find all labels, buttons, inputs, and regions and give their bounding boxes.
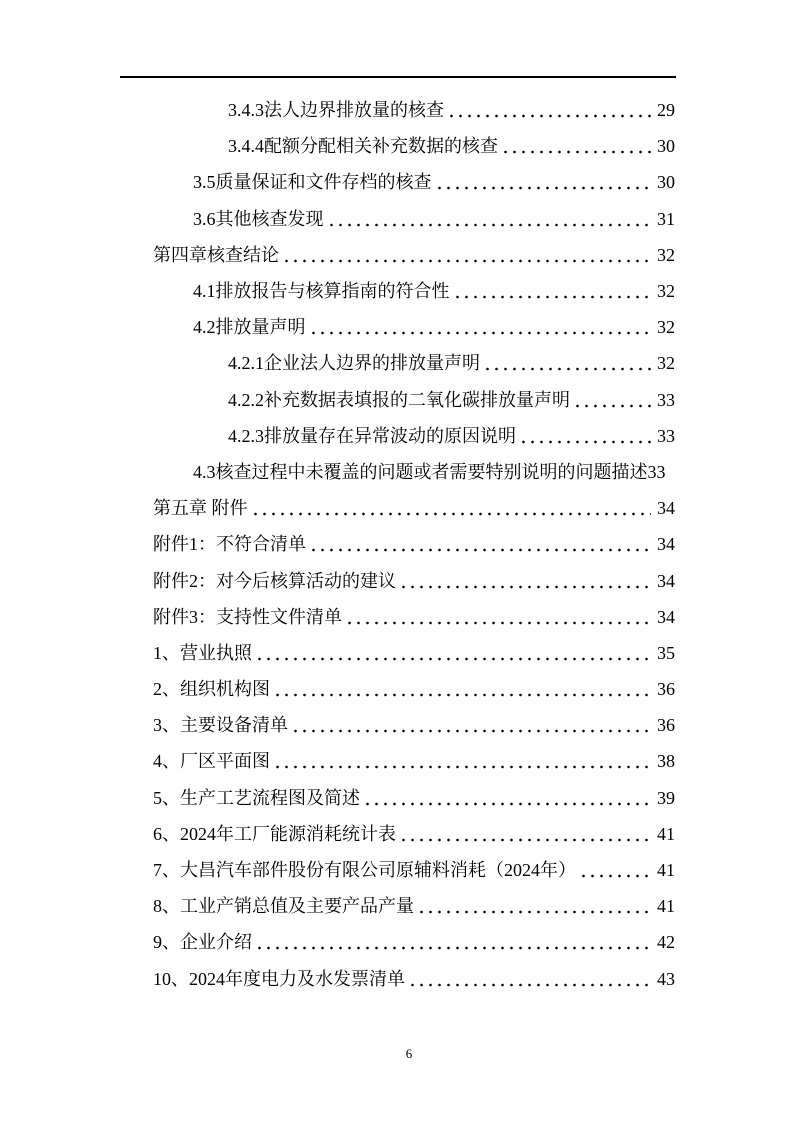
toc-entry[interactable] <box>120 526 675 562</box>
toc-dot-leader <box>291 716 651 734</box>
toc-entry-label: 7、大昌汽车部件股份有限公司原辅料消耗（2024年） <box>153 860 576 881</box>
toc-entry-label: 4.3核查过程中未覆盖的问题或者需要特别说明的问题描述 <box>193 461 648 482</box>
toc-entry-page-number: 34 <box>657 606 675 627</box>
toc-dot-leader <box>483 354 651 372</box>
toc-entry[interactable] <box>120 454 675 490</box>
toc-entry[interactable] <box>120 635 675 671</box>
toc-entry-page-number: 38 <box>657 751 675 772</box>
toc-entry-page-number: 42 <box>657 932 675 953</box>
toc-entry-page-number: 43 <box>657 968 675 989</box>
table-of-contents <box>120 92 675 997</box>
toc-entry-label: 第四章核查结论 <box>153 244 279 265</box>
toc-entry-page-number: 34 <box>657 534 675 555</box>
toc-entry-page-number: 41 <box>657 860 675 881</box>
toc-entry-label: 3.4.3法人边界排放量的核查 <box>228 100 444 121</box>
toc-dot-leader <box>399 572 651 590</box>
toc-entry-label: 6、2024年工厂能源消耗统计表 <box>153 823 396 844</box>
toc-dot-leader <box>408 970 651 988</box>
toc-entry-label: 3.5质量保证和文件存档的核查 <box>193 172 432 193</box>
toc-entry-label: 2、组织机构图 <box>153 679 270 700</box>
toc-entry-page-number: 39 <box>657 787 675 808</box>
toc-entry-page-number: 33 <box>657 389 675 410</box>
toc-dot-leader <box>573 391 651 409</box>
toc-entry-page-number: 34 <box>657 570 675 591</box>
toc-entry[interactable] <box>120 816 675 852</box>
toc-dot-leader <box>453 282 652 300</box>
toc-dot-leader <box>273 680 651 698</box>
toc-entry-page-number: 33 <box>647 461 666 482</box>
toc-entry-page-number: 31 <box>657 208 675 229</box>
toc-entry-page-number: 41 <box>657 896 675 917</box>
toc-entry-label: 3.4.4配额分配相关补充数据的核查 <box>228 136 498 157</box>
toc-entry[interactable] <box>120 888 675 924</box>
toc-entry[interactable] <box>120 92 675 128</box>
toc-entry[interactable] <box>120 961 675 997</box>
toc-entry-label: 4.2.3排放量存在异常波动的原因说明 <box>228 425 516 446</box>
toc-dot-leader <box>519 427 651 445</box>
toc-entry-page-number: 32 <box>657 317 675 338</box>
toc-dot-leader <box>251 499 652 517</box>
toc-entry[interactable] <box>120 273 675 309</box>
toc-entry[interactable] <box>120 924 675 960</box>
toc-dot-leader <box>255 644 651 662</box>
toc-entry-page-number: 30 <box>657 136 675 157</box>
toc-entry-label: 3、主要设备清单 <box>153 715 288 736</box>
toc-dot-leader <box>345 608 651 626</box>
toc-entry-label: 4.1排放报告与核算指南的符合性 <box>193 281 450 302</box>
toc-dot-leader <box>273 752 651 770</box>
toc-entry-label: 附件3：支持性文件清单 <box>153 606 342 627</box>
toc-dot-leader <box>579 861 651 879</box>
toc-entry-label: 8、工业产销总值及主要产品产量 <box>153 896 414 917</box>
toc-dot-leader <box>309 318 652 336</box>
toc-entry-page-number: 30 <box>657 172 675 193</box>
toc-dot-leader <box>282 246 651 264</box>
toc-entry-label: 9、企业介绍 <box>153 932 252 953</box>
toc-entry-label: 5、生产工艺流程图及简述 <box>153 787 360 808</box>
toc-entry[interactable] <box>120 707 675 743</box>
toc-dot-leader <box>435 173 652 191</box>
toc-entry-page-number: 32 <box>657 353 675 374</box>
toc-dot-leader <box>363 789 651 807</box>
toc-entry-page-number: 41 <box>657 823 675 844</box>
toc-entry-label: 4.2.2补充数据表填报的二氧化碳排放量声明 <box>228 389 570 410</box>
toc-entry-page-number: 36 <box>657 715 675 736</box>
toc-entry-label: 3.6其他核查发现 <box>193 208 324 229</box>
toc-entry-label: 附件2：对今后核算活动的建议 <box>153 570 396 591</box>
toc-entry[interactable] <box>120 345 675 381</box>
toc-entry[interactable] <box>120 382 675 418</box>
footer-page-number: 6 <box>405 1046 413 1061</box>
toc-entry-page-number: 32 <box>657 281 675 302</box>
toc-entry[interactable] <box>120 237 675 273</box>
toc-dot-leader <box>327 210 652 228</box>
page-footer <box>0 1046 794 1062</box>
toc-entry-label: 1、营业执照 <box>153 642 252 663</box>
toc-entry-label: 第五章 附件 <box>153 498 248 519</box>
toc-entry-label: 附件1：不符合清单 <box>153 534 306 555</box>
toc-entry[interactable] <box>120 671 675 707</box>
toc-entry[interactable] <box>120 852 675 888</box>
toc-dot-leader <box>255 933 651 951</box>
toc-entry-page-number: 32 <box>657 244 675 265</box>
toc-entry-label: 4、厂区平面图 <box>153 751 270 772</box>
toc-entry-page-number: 35 <box>657 642 675 663</box>
toc-entry[interactable] <box>120 128 675 164</box>
toc-entry-page-number: 33 <box>657 425 675 446</box>
toc-entry-page-number: 36 <box>657 679 675 700</box>
toc-entry[interactable] <box>120 743 675 779</box>
toc-dot-leader <box>399 825 651 843</box>
toc-entry[interactable] <box>120 599 675 635</box>
toc-dot-leader <box>417 897 651 915</box>
toc-entry-page-number: 34 <box>657 498 675 519</box>
toc-entry-label: 4.2.1企业法人边界的排放量声明 <box>228 353 480 374</box>
toc-dot-leader <box>447 101 651 119</box>
toc-dot-leader <box>309 535 651 553</box>
toc-entry[interactable] <box>120 164 675 200</box>
toc-entry[interactable] <box>120 490 675 526</box>
toc-entry[interactable] <box>120 309 675 345</box>
toc-entry[interactable] <box>120 780 675 816</box>
toc-entry[interactable] <box>120 562 675 598</box>
toc-entry-label: 4.2排放量声明 <box>193 317 306 338</box>
toc-entry-page-number: 29 <box>657 100 675 121</box>
toc-entry[interactable] <box>120 201 675 237</box>
toc-dot-leader <box>501 137 651 155</box>
toc-entry[interactable] <box>120 418 675 454</box>
toc-entry-label: 10、2024年度电力及水发票清单 <box>153 968 405 989</box>
header-rule <box>120 76 676 78</box>
